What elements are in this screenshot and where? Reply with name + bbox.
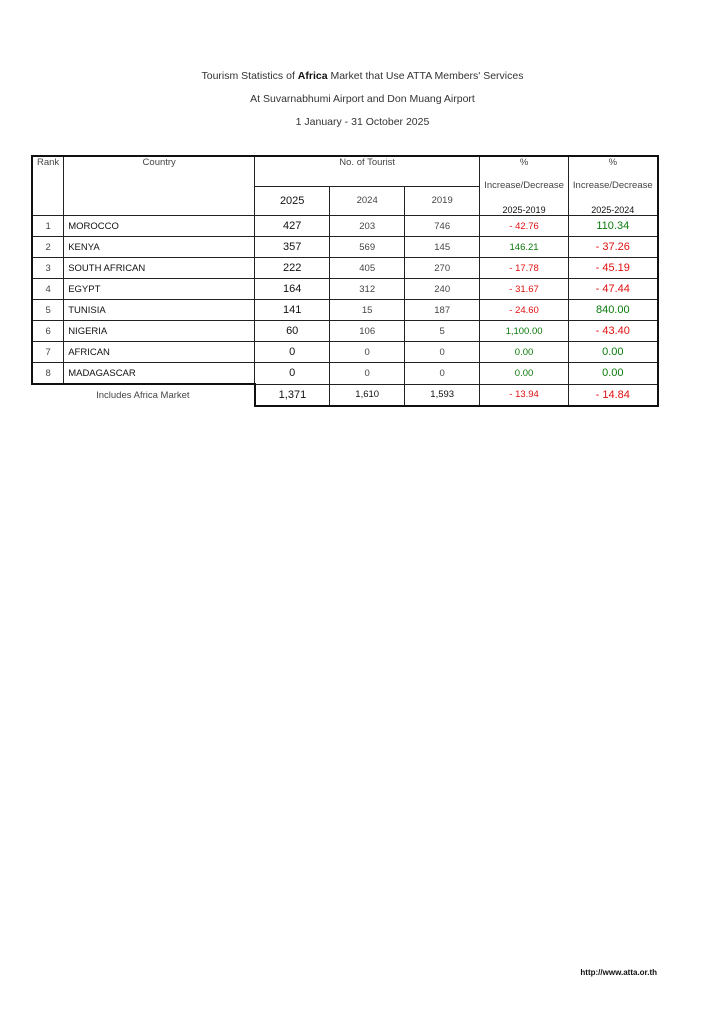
change-label: Increase/Decrease xyxy=(484,180,564,191)
tourists-2024-cell: 106 xyxy=(330,321,405,342)
change-label: Increase/Decrease xyxy=(572,180,653,191)
year-2019-header: 2019 xyxy=(405,186,480,215)
change-2019-cell: 1,100.00 xyxy=(480,321,569,342)
change-2024-cell: - 47.44 xyxy=(568,279,657,300)
total-label: Includes Africa Market xyxy=(32,384,255,406)
total-change-2024: - 14.84 xyxy=(568,384,657,406)
tourists-2024-cell: 15 xyxy=(330,300,405,321)
title-prefix: Tourism Statistics of xyxy=(201,70,295,82)
rank-cell: 6 xyxy=(32,321,64,342)
change-2024-cell: 0.00 xyxy=(568,342,657,363)
tourists-2024-cell: 0 xyxy=(330,342,405,363)
tourists-2019-cell: 270 xyxy=(405,258,480,279)
tourists-2025-cell: 427 xyxy=(255,216,330,237)
period-label: 2025-2019 xyxy=(502,205,546,215)
report-subtitle: At Suvarnabhumi Airport and Don Muang Airport xyxy=(250,93,475,105)
rank-cell: 2 xyxy=(32,237,64,258)
tourists-2025-cell: 222 xyxy=(255,258,330,279)
country-header: Country xyxy=(64,156,255,216)
rank-cell: 7 xyxy=(32,342,64,363)
total-2019: 1,593 xyxy=(405,384,480,406)
tourists-2019-cell: 0 xyxy=(405,363,480,385)
table-row xyxy=(32,300,658,321)
total-change-2019: - 13.94 xyxy=(480,384,569,406)
change-2024-cell: 110.34 xyxy=(568,216,657,237)
tourists-2019-cell: 240 xyxy=(405,279,480,300)
year-2024-header: 2024 xyxy=(330,186,405,215)
tourists-2025-cell: 60 xyxy=(255,321,330,342)
change-2019-cell: - 24.60 xyxy=(480,300,569,321)
country-cell: TUNISIA xyxy=(64,300,255,321)
country-cell: AFRICAN xyxy=(64,342,255,363)
tourists-2024-cell: 569 xyxy=(330,237,405,258)
title-market: Africa xyxy=(297,70,328,82)
percent-symbol: % xyxy=(519,157,529,168)
tourists-2019-cell: 145 xyxy=(405,237,480,258)
tourists-2019-cell: 746 xyxy=(405,216,480,237)
total-2024: 1,610 xyxy=(330,384,405,406)
table-row xyxy=(32,237,658,258)
country-cell: NIGERIA xyxy=(64,321,255,342)
rank-cell: 1 xyxy=(32,216,64,237)
tourists-2025-cell: 164 xyxy=(255,279,330,300)
table-row xyxy=(32,321,658,342)
tourists-2024-cell: 405 xyxy=(330,258,405,279)
tourists-2025-cell: 141 xyxy=(255,300,330,321)
total-2025: 1,371 xyxy=(255,384,330,406)
country-cell: SOUTH AFRICAN xyxy=(64,258,255,279)
tourists-2019-cell: 5 xyxy=(405,321,480,342)
percent-symbol: % xyxy=(608,157,618,168)
change-2024-cell: - 43.40 xyxy=(568,321,657,342)
rank-cell: 5 xyxy=(32,300,64,321)
tourist-count-header: No. of Tourist xyxy=(255,156,480,186)
country-cell: KENYA xyxy=(64,237,255,258)
rank-cell: 3 xyxy=(32,258,64,279)
change-2019-cell: - 42.76 xyxy=(480,216,569,237)
change-2024-header xyxy=(568,156,657,216)
rank-cell: 8 xyxy=(32,363,64,385)
country-cell: EGYPT xyxy=(64,279,255,300)
change-2024-cell: 0.00 xyxy=(568,363,657,385)
tourists-2024-cell: 312 xyxy=(330,279,405,300)
tourists-2019-cell: 0 xyxy=(405,342,480,363)
tourists-2025-cell: 0 xyxy=(255,363,330,385)
country-cell: MOROCCO xyxy=(64,216,255,237)
change-2019-cell: 146.21 xyxy=(480,237,569,258)
change-2024-cell: - 37.26 xyxy=(568,237,657,258)
table-row xyxy=(32,363,658,385)
rank-cell: 4 xyxy=(32,279,64,300)
change-2019-cell: 0.00 xyxy=(480,342,569,363)
report-title xyxy=(0,70,725,82)
change-2024-cell: - 45.19 xyxy=(568,258,657,279)
tourists-2025-cell: 0 xyxy=(255,342,330,363)
header-row xyxy=(32,156,658,186)
table-row xyxy=(32,216,658,237)
tourists-2024-cell: 0 xyxy=(330,363,405,385)
rank-header: Rank xyxy=(32,156,64,216)
tourists-2019-cell: 187 xyxy=(405,300,480,321)
table-row xyxy=(32,279,658,300)
tourists-2024-cell: 203 xyxy=(330,216,405,237)
tourists-2025-cell: 357 xyxy=(255,237,330,258)
total-row xyxy=(32,384,658,406)
period-label: 2025-2024 xyxy=(591,205,635,215)
country-cell: MADAGASCAR xyxy=(64,363,255,385)
report-period: 1 January - 31 October 2025 xyxy=(295,116,430,128)
change-2019-cell: 0.00 xyxy=(480,363,569,385)
year-2025-header: 2025 xyxy=(255,186,330,215)
table-row xyxy=(32,258,658,279)
change-2019-header xyxy=(480,156,569,216)
change-2024-cell: 840.00 xyxy=(568,300,657,321)
change-2019-cell: - 31.67 xyxy=(480,279,569,300)
change-2019-cell: - 17.78 xyxy=(480,258,569,279)
title-suffix: Market that Use ATTA Members' Services xyxy=(330,70,524,82)
website-url: http://www.atta.or.th xyxy=(580,968,657,977)
table-row xyxy=(32,342,658,363)
tourism-stats-table xyxy=(31,155,659,407)
